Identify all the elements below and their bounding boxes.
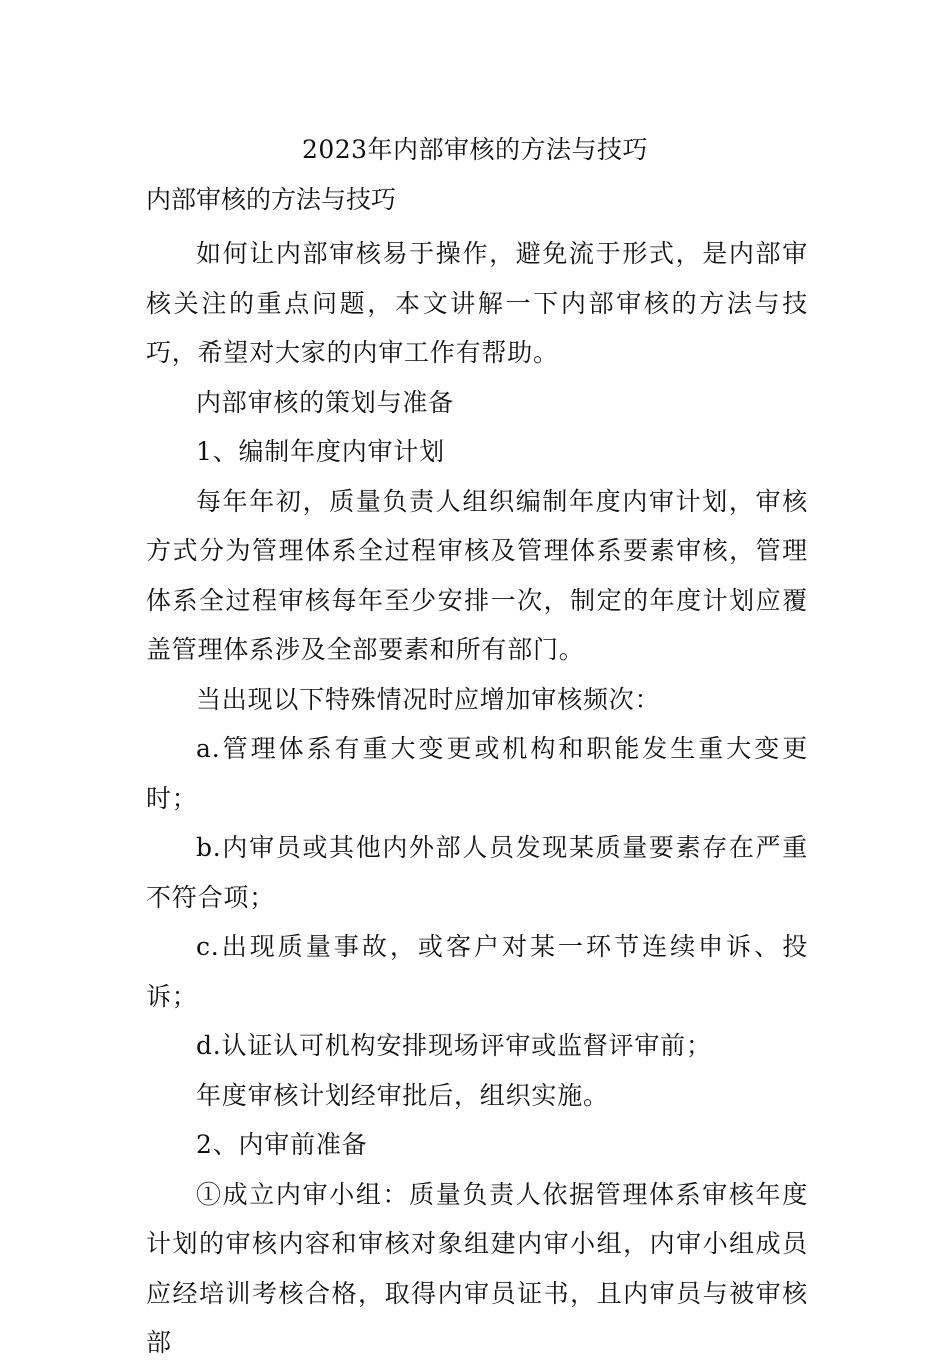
list-item-c: c.出现质量事故，或客户对某一环节连续申诉、投诉； — [146, 932, 808, 1011]
paragraph-implementation: 年度审核计划经审批后，组织实施。 — [196, 1080, 609, 1110]
list-item-a: a.管理体系有重大变更或机构和职能发生重大变更时； — [146, 734, 808, 813]
document-body — [146, 229, 808, 1368]
heading-planning: 内部审核的策划与准备 — [196, 387, 455, 417]
paragraph-annual-plan: 每年年初，质量负责人组织编制年度内审计划，审核方式分为管理体系全过程审核及管理体系要素审核，管理体系全过程审核每年至少安排一次，制定的年度计划应覆盖管理体系涉及全部要素和所有部门。 — [146, 486, 808, 664]
document-title: 2023年内部审核的方法与技巧 — [301, 135, 649, 164]
list-item-d: d.认证认可机构安排现场评审或监督评审前； — [196, 1031, 712, 1060]
document-subtitle: 内部审核的方法与技巧 — [146, 185, 397, 214]
list-item-b: b.内审员或其他内外部人员发现某质量要素存在严重不符合项； — [146, 833, 808, 912]
paragraph-team: ①成立内审小组：质量负责人依据管理体系审核年度计划的审核内容和审核对象组建内审小组，内审小组成员应经培训考核合格，取得内审员证书，且内审员与被审核部 — [146, 1179, 808, 1357]
heading-preparation: 2、内审前准备 — [196, 1130, 368, 1159]
paragraph-special-cases: 当出现以下特殊情况时应增加审核频次： — [196, 684, 661, 714]
paragraph-intro: 如何让内部审核易于操作，避免流于形式，是内部审核关注的重点问题，本文讲解一下内部审核的方法与技巧，希望对大家的内审工作有帮助。 — [146, 239, 808, 367]
heading-annual-plan: 1、编制年度内审计划 — [196, 437, 445, 466]
